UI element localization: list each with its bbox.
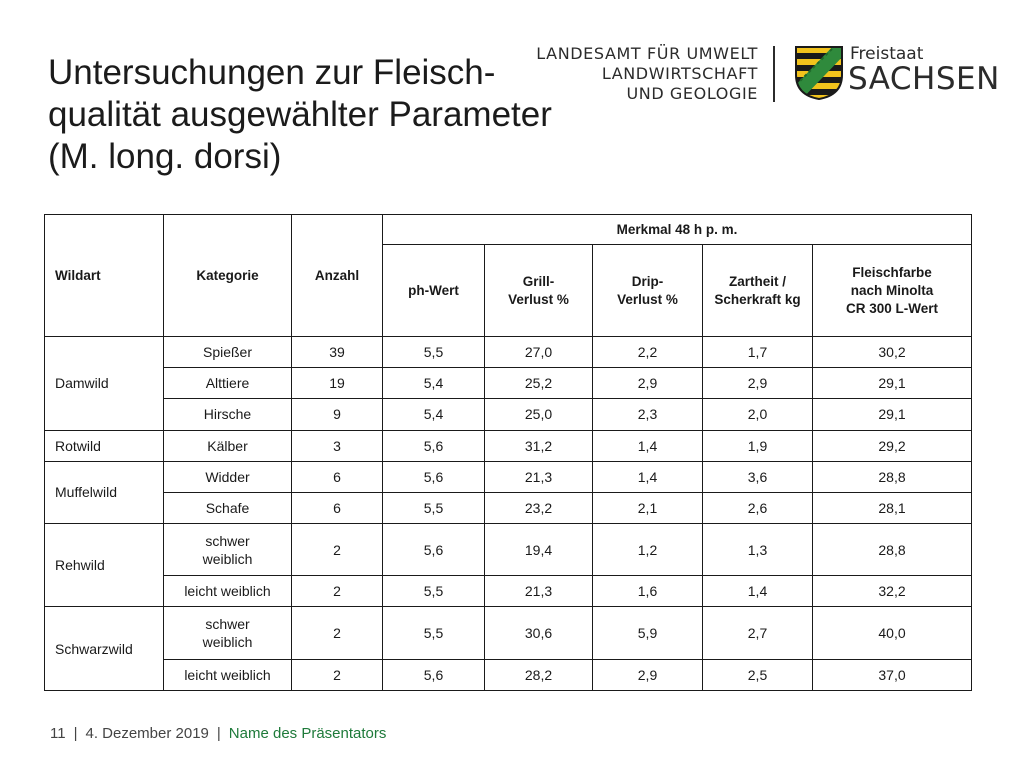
header-grill-verlust (485, 245, 593, 337)
cell-farbe: 30,2 (813, 337, 972, 368)
cell-ph: 5,6 (383, 659, 485, 690)
footer-separator-1: | (73, 725, 78, 742)
footer-separator-2: | (216, 725, 221, 742)
cell-anzahl: 6 (292, 492, 383, 523)
cell-anzahl: 39 (292, 337, 383, 368)
cell-farbe: 40,0 (813, 607, 972, 659)
cell-kategorie: leicht weiblich (164, 659, 292, 690)
saxony-crest-icon (794, 45, 844, 101)
cell-kategorie-line-2: weiblich (202, 634, 253, 651)
header-farbe-line-2: nach Minolta (850, 282, 934, 298)
header-farbe-line-1: Fleischfarbe (852, 264, 932, 280)
table-row (45, 492, 972, 523)
cell-zartheit: 3,6 (703, 461, 813, 492)
title-line-2: qualität ausgewählter Parameter (48, 95, 552, 134)
cell-ph: 5,5 (383, 337, 485, 368)
cell-ph: 5,5 (383, 492, 485, 523)
freistaat-text: Freistaat (850, 44, 924, 64)
title-line-1: Untersuchungen zur Fleisch- (48, 53, 496, 92)
cell-drip: 1,2 (593, 524, 703, 576)
cell-drip: 2,3 (593, 399, 703, 430)
header-drip-line-1: Drip- (631, 273, 664, 289)
cell-grill: 21,3 (485, 576, 593, 607)
cell-anzahl: 19 (292, 368, 383, 399)
cell-kategorie: Schafe (164, 492, 292, 523)
cell-farbe: 32,2 (813, 576, 972, 607)
cell-farbe: 29,1 (813, 399, 972, 430)
header-merkmal: Merkmal 48 h p. m. (383, 215, 972, 245)
cell-ph: 5,6 (383, 461, 485, 492)
table-row (45, 576, 972, 607)
sachsen-text: SACHSEN (848, 61, 1000, 97)
cell-grill: 25,0 (485, 399, 593, 430)
cell-anzahl: 2 (292, 576, 383, 607)
table-row (45, 607, 972, 659)
header-drip-line-2: Verlust % (617, 291, 678, 307)
cell-zartheit: 2,9 (703, 368, 813, 399)
cell-farbe: 37,0 (813, 659, 972, 690)
cell-farbe: 28,8 (813, 524, 972, 576)
cell-anzahl: 2 (292, 607, 383, 659)
logo-divider (773, 46, 775, 102)
cell-farbe: 28,8 (813, 461, 972, 492)
cell-anzahl: 2 (292, 659, 383, 690)
header-fleischfarbe (813, 245, 972, 337)
group-rotwild: Rotwild (45, 430, 164, 461)
cell-kategorie-line-1: schwer (205, 616, 250, 633)
table-row (45, 430, 972, 461)
cell-zartheit: 2,0 (703, 399, 813, 430)
cell-kategorie: Hirsche (164, 399, 292, 430)
cell-zartheit: 2,6 (703, 492, 813, 523)
table-row (45, 337, 972, 368)
cell-anzahl: 9 (292, 399, 383, 430)
cell-zartheit: 1,3 (703, 524, 813, 576)
cell-drip: 1,6 (593, 576, 703, 607)
cell-drip: 2,1 (593, 492, 703, 523)
cell-drip: 5,9 (593, 607, 703, 659)
slide-title (48, 52, 608, 178)
cell-drip: 1,4 (593, 461, 703, 492)
cell-kategorie: leicht weiblich (164, 576, 292, 607)
cell-grill: 21,3 (485, 461, 593, 492)
cell-drip: 2,2 (593, 337, 703, 368)
table-row (45, 659, 972, 690)
cell-anzahl: 6 (292, 461, 383, 492)
slide-footer (50, 724, 386, 744)
header-ph-wert: ph-Wert (383, 245, 485, 337)
cell-kategorie (164, 524, 292, 576)
header-kategorie: Kategorie (164, 215, 292, 337)
cell-farbe: 29,2 (813, 430, 972, 461)
header-grill-line-2: Verlust % (508, 291, 569, 307)
cell-kategorie: Spießer (164, 337, 292, 368)
header-zartheit (703, 245, 813, 337)
cell-grill: 25,2 (485, 368, 593, 399)
header-drip-verlust (593, 245, 703, 337)
page-number: 11 (50, 725, 66, 742)
lfulg-line-3: UND GEOLOGIE (626, 84, 758, 103)
cell-ph: 5,5 (383, 607, 485, 659)
cell-grill: 31,2 (485, 430, 593, 461)
cell-kategorie (164, 607, 292, 659)
meat-quality-table (44, 214, 972, 691)
cell-farbe: 29,1 (813, 368, 972, 399)
cell-grill: 30,6 (485, 607, 593, 659)
cell-kategorie-line-1: schwer (205, 532, 250, 549)
header-zartheit-line-2: Scherkraft kg (714, 291, 801, 307)
presentation-date: 4. Dezember 2019 (85, 725, 209, 742)
cell-ph: 5,5 (383, 576, 485, 607)
table-row (45, 461, 972, 492)
table-row (45, 524, 972, 576)
table-row (45, 399, 972, 430)
lfulg-logo-text (536, 44, 758, 104)
cell-zartheit: 1,9 (703, 430, 813, 461)
group-damwild: Damwild (45, 337, 164, 431)
cell-kategorie: Widder (164, 461, 292, 492)
header-wildart: Wildart (45, 215, 164, 337)
cell-ph: 5,4 (383, 368, 485, 399)
group-rehwild: Rehwild (45, 524, 164, 607)
table-row (45, 368, 972, 399)
cell-grill: 19,4 (485, 524, 593, 576)
cell-anzahl: 2 (292, 524, 383, 576)
header-zartheit-line-1: Zartheit / (728, 273, 786, 289)
cell-grill: 27,0 (485, 337, 593, 368)
cell-zartheit: 1,4 (703, 576, 813, 607)
cell-kategorie: Alttiere (164, 368, 292, 399)
header-farbe-line-3: CR 300 L-Wert (846, 300, 939, 316)
cell-drip: 2,9 (593, 659, 703, 690)
header-anzahl: Anzahl (292, 215, 383, 337)
cell-grill: 23,2 (485, 492, 593, 523)
cell-kategorie-line-2: weiblich (202, 550, 253, 567)
cell-zartheit: 1,7 (703, 337, 813, 368)
cell-zartheit: 2,7 (703, 607, 813, 659)
cell-zartheit: 2,5 (703, 659, 813, 690)
cell-drip: 1,4 (593, 430, 703, 461)
cell-farbe: 28,1 (813, 492, 972, 523)
cell-ph: 5,4 (383, 399, 485, 430)
cell-kategorie: Kälber (164, 430, 292, 461)
group-schwarzwild: Schwarzwild (45, 607, 164, 691)
header-grill-line-1: Grill- (522, 273, 555, 289)
presenter-name: Name des Präsentators (228, 725, 387, 742)
cell-ph: 5,6 (383, 524, 485, 576)
group-muffelwild: Muffelwild (45, 461, 164, 523)
cell-anzahl: 3 (292, 430, 383, 461)
cell-drip: 2,9 (593, 368, 703, 399)
cell-ph: 5,6 (383, 430, 485, 461)
lfulg-line-1: LANDESAMT FÜR UMWELT (536, 44, 758, 63)
cell-grill: 28,2 (485, 659, 593, 690)
lfulg-line-2: LANDWIRTSCHAFT (601, 64, 758, 83)
title-line-3: (M. long. dorsi) (48, 137, 282, 176)
